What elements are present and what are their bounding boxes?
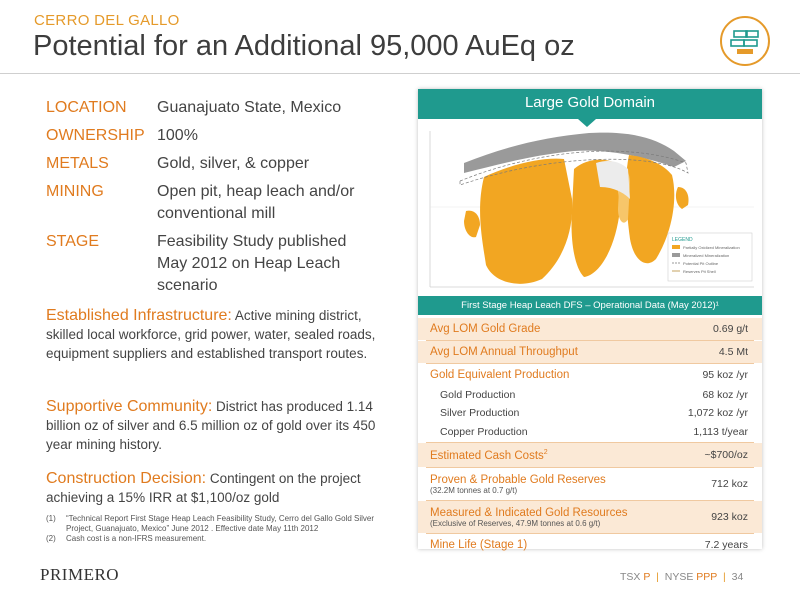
row-label-text: Proven & Probable Gold Reserves: [430, 473, 606, 486]
paragraph-body: Active mining district, skilled local workforce, grid power, water, sealed roads, equipment suppliers and established transport routes.: [46, 308, 376, 361]
footnote: [46, 514, 386, 534]
row-label-text: Estimated Cash Costs: [430, 449, 544, 462]
panel-header-arrow: [578, 119, 596, 127]
table-row: [418, 341, 762, 363]
row-label: Gold Equivalent Production: [430, 369, 570, 381]
footnote-text: Cash cost is a non-IFRS measurement.: [66, 534, 207, 543]
row-label: Mine Life (Stage 1): [430, 539, 528, 551]
table-row: [418, 404, 762, 422]
row-value: 4.5 Mt: [718, 346, 748, 358]
paragraph-heading: Supportive Community:: [46, 398, 213, 415]
row-label: Copper Production: [440, 426, 528, 438]
row-note: (Exclusive of Reserves, 47.9M tonnes at 0.6 g/t): [430, 518, 601, 528]
legend-swatch-mineralized: [672, 253, 680, 257]
row-value: 68 koz /yr: [702, 389, 748, 401]
row-value: ~$700/oz: [704, 449, 748, 461]
construction-paragraph: [46, 469, 376, 507]
paragraph-heading: Construction Decision:: [46, 470, 207, 487]
row-label: Avg LOM Annual Throughput: [430, 346, 578, 358]
table-row: [418, 318, 762, 340]
row-value: 1,113 t/year: [693, 426, 748, 438]
row-label: [430, 474, 606, 495]
nyse-label: NYSE: [664, 571, 694, 583]
row-label: [430, 449, 548, 462]
fact-label: MINING: [46, 183, 104, 200]
footnote-number: (2): [46, 534, 56, 543]
page-title: Potential for an Additional 95,000 AuEq oz: [33, 30, 575, 62]
fact-value: Feasibility Study published May 2012 on Heap Leach scenario: [157, 233, 347, 294]
footnote-ref: 2: [543, 448, 548, 456]
row-value: 7.2 years: [704, 539, 748, 551]
legend-item: Reserves Pit Shell: [683, 269, 716, 274]
table-row: [418, 468, 762, 500]
fact-mining: [46, 181, 366, 225]
row-value: 712 koz: [711, 478, 748, 490]
legend-swatch-partially-oxidized: [672, 245, 680, 249]
page-number: 34: [731, 571, 744, 583]
table-row: [418, 422, 762, 442]
fact-stage: [46, 231, 366, 297]
fact-ownership: [46, 125, 366, 147]
infrastructure-paragraph: [46, 306, 376, 363]
fact-metals: [46, 153, 366, 175]
fact-value: Gold, silver, & copper: [157, 155, 310, 172]
table-row: [418, 501, 762, 533]
community-paragraph: [46, 397, 376, 454]
operational-data-table: [418, 318, 762, 556]
fact-label: STAGE: [46, 233, 100, 250]
row-label: Gold Production: [440, 389, 516, 401]
legend-item: Potential Pit Outline: [683, 261, 719, 266]
tsx-label: TSX: [620, 571, 641, 583]
gold-bars-icon: [720, 16, 770, 66]
fact-location: [46, 97, 366, 119]
row-label: Silver Production: [440, 407, 520, 419]
panel-title: Large Gold Domain: [418, 89, 762, 119]
table-row: [418, 534, 762, 556]
paragraph-heading: Established Infrastructure:: [46, 307, 232, 324]
footnote-number: (1): [46, 514, 56, 523]
fact-label: METALS: [46, 155, 109, 172]
fact-value: Open pit, heap leach and/or conventional mill: [157, 183, 355, 222]
operational-data-title: First Stage Heap Leach DFS – Operational Data (May 2012)¹: [418, 296, 762, 315]
footnote: [46, 534, 386, 544]
row-label-text: Measured & Indicated Gold Resources: [430, 506, 628, 519]
fact-value: 100%: [157, 127, 198, 144]
nyse-ticker: PPP: [696, 571, 718, 583]
footnote-text: “Technical Report First Stage Heap Leach Feasibility Study, Cerro del Gallo Gold Silver Project, Guanajuato, Mexico” June 2012 . Effective date May 11th 2012: [66, 514, 374, 533]
fact-label: OWNERSHIP: [46, 127, 145, 144]
tsx-ticker: P: [643, 571, 651, 583]
footnotes: [46, 514, 386, 544]
project-facts: [46, 97, 366, 303]
row-value: 0.69 g/t: [712, 323, 748, 335]
row-note: (32.2M tonnes at 0.7 g/t): [430, 485, 518, 495]
row-value: 923 koz: [711, 511, 748, 523]
table-row: [418, 386, 762, 404]
row-label: Avg LOM Gold Grade: [430, 323, 541, 335]
paragraph-body: District has produced 1.14 billion oz of silver and 6.5 million oz of gold over its 450 year mining history.: [46, 399, 376, 452]
legend-title: LEGEND: [672, 237, 693, 243]
legend-item: Mineralized Mineralization: [683, 253, 730, 258]
footer-tickers: TSX P | NYSE PPP | 34: [620, 571, 744, 583]
table-row: [418, 364, 762, 386]
row-value: 1,072 koz /yr: [687, 407, 748, 419]
fact-label: LOCATION: [46, 99, 127, 116]
row-value: 95 koz /yr: [702, 369, 748, 381]
gold-domain-panel: [418, 89, 762, 549]
row-label: [430, 507, 628, 528]
legend-item: Partially Oxidized Mineralization: [683, 245, 740, 250]
section-kicker: CERRO DEL GALLO: [34, 12, 180, 29]
header-divider: [0, 73, 800, 74]
geological-cross-section: [424, 129, 756, 294]
paragraph-body: Contingent on the project achieving a 15% IRR at $1,100/oz gold: [46, 471, 361, 505]
company-logo: PRIMERO: [40, 565, 120, 584]
fact-value: Guanajuato State, Mexico: [157, 99, 342, 116]
table-row: [418, 443, 762, 467]
